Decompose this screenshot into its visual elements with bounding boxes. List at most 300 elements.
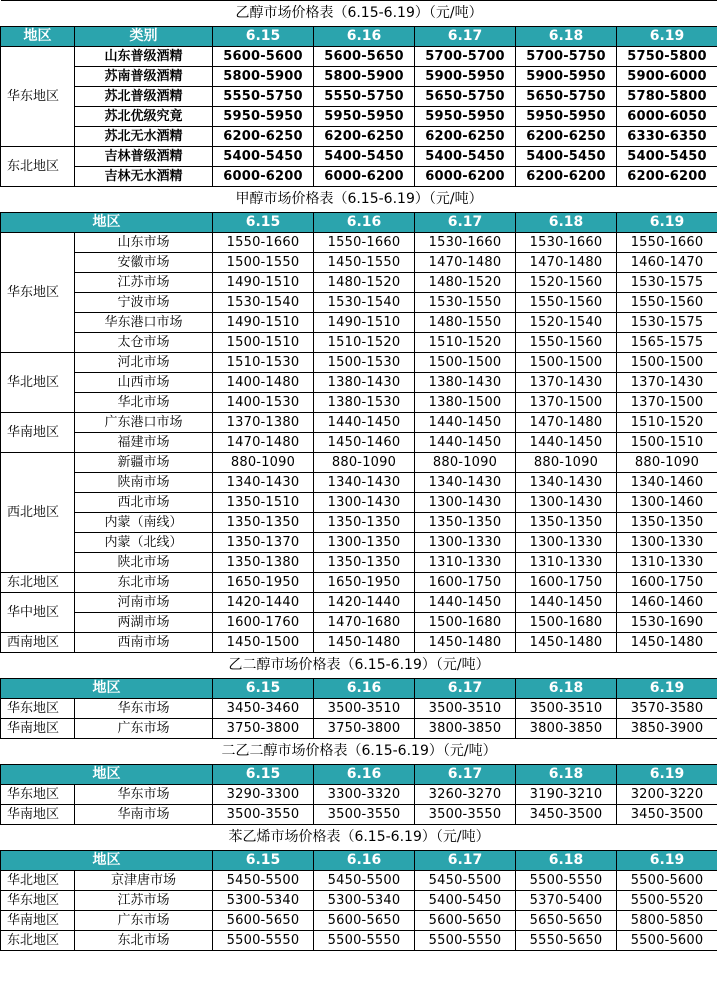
price-cell: 5450-5500 xyxy=(314,871,415,891)
price-cell: 1500-1510 xyxy=(617,433,717,453)
table-row xyxy=(1,453,717,473)
market-name: 山东普级酒精 xyxy=(75,47,213,67)
price-cell: 3450-3500 xyxy=(516,805,617,825)
header-date: 6.18 xyxy=(516,27,617,47)
price-cell: 3850-3900 xyxy=(617,719,717,739)
region-cell: 西南地区 xyxy=(1,633,75,653)
price-cell: 5600-5600 xyxy=(213,47,314,67)
header-date: 6.18 xyxy=(516,765,617,785)
price-cell: 3190-3210 xyxy=(516,785,617,805)
price-cell: 1370-1430 xyxy=(516,373,617,393)
price-cell: 1450-1480 xyxy=(516,633,617,653)
table-row xyxy=(1,373,717,393)
price-cell: 1470-1680 xyxy=(314,613,415,633)
price-cell: 5600-5650 xyxy=(314,911,415,931)
header-date: 6.16 xyxy=(314,679,415,699)
price-cell: 3500-3510 xyxy=(314,699,415,719)
price-cell: 5400-5450 xyxy=(415,147,516,167)
market-name: 苏北优级究竟 xyxy=(75,107,213,127)
table-row xyxy=(1,891,717,911)
table-row xyxy=(1,67,717,87)
market-name: 苏北普级酒精 xyxy=(75,87,213,107)
table-row xyxy=(1,633,717,653)
price-cell: 1370-1430 xyxy=(617,373,717,393)
price-cell: 1650-1950 xyxy=(213,573,314,593)
price-cell: 1530-1540 xyxy=(213,293,314,313)
price-cell: 1510-1520 xyxy=(314,333,415,353)
table-row xyxy=(1,573,717,593)
table-title-row xyxy=(1,187,717,213)
price-cell: 880-1090 xyxy=(415,453,516,473)
price-cell: 1460-1460 xyxy=(617,593,717,613)
header-date: 6.16 xyxy=(314,765,415,785)
price-cell: 5450-5500 xyxy=(213,871,314,891)
price-cell: 1520-1540 xyxy=(516,313,617,333)
price-cell: 1380-1430 xyxy=(314,373,415,393)
price-cell: 1510-1520 xyxy=(415,333,516,353)
table-row xyxy=(1,613,717,633)
market-name: 内蒙（南线） xyxy=(75,513,213,533)
price-cell: 5650-5650 xyxy=(516,911,617,931)
region-cell: 东北地区 xyxy=(1,147,75,187)
price-cell: 5950-5950 xyxy=(516,107,617,127)
price-cell: 5950-5950 xyxy=(314,107,415,127)
price-cell: 3570-3580 xyxy=(617,699,717,719)
price-cell: 880-1090 xyxy=(213,453,314,473)
market-name: 吉林普级酒精 xyxy=(75,147,213,167)
price-cell: 5900-6000 xyxy=(617,67,717,87)
table-row xyxy=(1,513,717,533)
table-title: 二乙二醇市场价格表（6.15-6.19）（元/吨） xyxy=(1,739,717,765)
price-cell: 3800-3850 xyxy=(516,719,617,739)
price-cell: 5300-5340 xyxy=(213,891,314,911)
table-row xyxy=(1,47,717,67)
price-cell: 1565-1575 xyxy=(617,333,717,353)
region-cell: 华南地区 xyxy=(1,413,75,453)
price-cell: 1450-1480 xyxy=(415,633,516,653)
price-cell: 1550-1660 xyxy=(314,233,415,253)
table-row xyxy=(1,433,717,453)
market-name: 陕北市场 xyxy=(75,553,213,573)
price-cell: 1480-1550 xyxy=(415,313,516,333)
price-cell: 1440-1450 xyxy=(415,593,516,613)
price-cell: 1310-1330 xyxy=(516,553,617,573)
price-cell: 1350-1350 xyxy=(314,553,415,573)
header-row xyxy=(1,679,717,699)
market-name: 内蒙（北线） xyxy=(75,533,213,553)
header-date: 6.19 xyxy=(617,851,717,871)
header-date: 6.16 xyxy=(314,213,415,233)
table-row xyxy=(1,553,717,573)
price-cell: 5950-5950 xyxy=(415,107,516,127)
price-cell: 1350-1370 xyxy=(213,533,314,553)
price-cell: 6200-6250 xyxy=(314,127,415,147)
market-name: 山东市场 xyxy=(75,233,213,253)
price-cell: 1480-1520 xyxy=(314,273,415,293)
price-cell: 1350-1380 xyxy=(213,553,314,573)
price-cell: 1400-1530 xyxy=(213,393,314,413)
price-cell: 1500-1530 xyxy=(314,353,415,373)
region-cell: 华南地区 xyxy=(1,805,75,825)
price-cell: 5600-5650 xyxy=(213,911,314,931)
price-cell: 1530-1690 xyxy=(617,613,717,633)
price-cell: 5800-5900 xyxy=(213,67,314,87)
table-row xyxy=(1,931,717,951)
price-cell: 1650-1950 xyxy=(314,573,415,593)
header-region: 地区 xyxy=(1,27,75,47)
price-cell: 1350-1350 xyxy=(213,513,314,533)
price-cell: 1460-1470 xyxy=(617,253,717,273)
price-cell: 1600-1750 xyxy=(415,573,516,593)
price-cell: 1440-1450 xyxy=(415,413,516,433)
price-cell: 5450-5500 xyxy=(415,871,516,891)
header-row xyxy=(1,851,717,871)
price-cell: 3200-3220 xyxy=(617,785,717,805)
table-row xyxy=(1,107,717,127)
market-name: 江苏市场 xyxy=(75,891,213,911)
price-cell: 1350-1350 xyxy=(314,513,415,533)
table-row xyxy=(1,473,717,493)
header-region: 地区 xyxy=(1,765,213,785)
header-date: 6.18 xyxy=(516,851,617,871)
header-date: 6.18 xyxy=(516,213,617,233)
header-date: 6.16 xyxy=(314,851,415,871)
price-cell: 1550-1560 xyxy=(617,293,717,313)
header-region: 地区 xyxy=(1,851,213,871)
market-name: 华北市场 xyxy=(75,393,213,413)
market-name: 华东市场 xyxy=(75,785,213,805)
price-cell: 5900-5950 xyxy=(516,67,617,87)
price-cell: 1440-1450 xyxy=(415,433,516,453)
price-cell: 1450-1480 xyxy=(617,633,717,653)
header-date: 6.19 xyxy=(617,679,717,699)
header-date: 6.17 xyxy=(415,765,516,785)
region-cell: 华北地区 xyxy=(1,871,75,891)
header-date: 6.15 xyxy=(213,851,314,871)
price-cell: 1530-1660 xyxy=(516,233,617,253)
table-row xyxy=(1,167,717,187)
price-cell: 5370-5400 xyxy=(516,891,617,911)
price-cell: 1530-1575 xyxy=(617,313,717,333)
header-row xyxy=(1,27,717,47)
price-cell: 1490-1510 xyxy=(213,273,314,293)
price-cell: 1310-1330 xyxy=(617,553,717,573)
price-cell: 1450-1550 xyxy=(314,253,415,273)
price-cell: 6330-6350 xyxy=(617,127,717,147)
price-cell: 3500-3550 xyxy=(415,805,516,825)
price-cell: 5500-5520 xyxy=(617,891,717,911)
market-name: 广东港口市场 xyxy=(75,413,213,433)
price-cell: 1370-1500 xyxy=(617,393,717,413)
price-cell: 1340-1430 xyxy=(314,473,415,493)
price-cell: 6000-6050 xyxy=(617,107,717,127)
region-cell: 华东地区 xyxy=(1,233,75,353)
market-name: 东北市场 xyxy=(75,931,213,951)
table-title-row xyxy=(1,825,717,851)
price-cell: 1300-1330 xyxy=(617,533,717,553)
market-name: 江苏市场 xyxy=(75,273,213,293)
market-name: 山西市场 xyxy=(75,373,213,393)
price-cell: 1530-1540 xyxy=(314,293,415,313)
table-row xyxy=(1,413,717,433)
price-cell: 5500-5600 xyxy=(617,931,717,951)
table-title: 苯乙烯市场价格表（6.15-6.19）（元/吨） xyxy=(1,825,717,851)
table-row xyxy=(1,871,717,891)
price-cell: 1440-1450 xyxy=(516,593,617,613)
price-cell: 1300-1430 xyxy=(516,493,617,513)
price-cell: 1470-1480 xyxy=(213,433,314,453)
price-cell: 1490-1510 xyxy=(213,313,314,333)
price-cell: 5500-5550 xyxy=(314,931,415,951)
price-cell: 1500-1500 xyxy=(415,353,516,373)
price-cell: 5950-5950 xyxy=(213,107,314,127)
header-date: 6.19 xyxy=(617,765,717,785)
price-cell: 5400-5450 xyxy=(516,147,617,167)
table-title-row xyxy=(1,739,717,765)
price-cell: 6200-6250 xyxy=(213,127,314,147)
price-cell: 6200-6200 xyxy=(617,167,717,187)
price-cell: 1380-1430 xyxy=(415,373,516,393)
table-row xyxy=(1,233,717,253)
header-date: 6.15 xyxy=(213,27,314,47)
price-cell: 1340-1460 xyxy=(617,473,717,493)
market-name: 陕南市场 xyxy=(75,473,213,493)
price-cell: 1350-1350 xyxy=(415,513,516,533)
table-row xyxy=(1,699,717,719)
price-cell: 1370-1500 xyxy=(516,393,617,413)
price-cell: 880-1090 xyxy=(617,453,717,473)
price-cell: 1530-1550 xyxy=(415,293,516,313)
price-cell: 1600-1750 xyxy=(617,573,717,593)
header-category: 类别 xyxy=(75,27,213,47)
price-cell: 1500-1500 xyxy=(617,353,717,373)
price-cell: 1550-1560 xyxy=(516,293,617,313)
header-date: 6.15 xyxy=(213,213,314,233)
header-row xyxy=(1,213,717,233)
price-cell: 3500-3510 xyxy=(415,699,516,719)
market-name: 京津唐市场 xyxy=(75,871,213,891)
price-cell: 5600-5650 xyxy=(415,911,516,931)
market-name: 华东市场 xyxy=(75,699,213,719)
region-cell: 西北地区 xyxy=(1,453,75,573)
price-cell: 3450-3460 xyxy=(213,699,314,719)
price-cell: 1380-1500 xyxy=(415,393,516,413)
price-cell: 880-1090 xyxy=(314,453,415,473)
price-cell: 1300-1460 xyxy=(617,493,717,513)
market-name: 苏北无水酒精 xyxy=(75,127,213,147)
table-row xyxy=(1,785,717,805)
price-cell: 1420-1440 xyxy=(213,593,314,613)
price-cell: 1470-1480 xyxy=(415,253,516,273)
price-cell: 1300-1350 xyxy=(314,533,415,553)
price-cell: 1420-1440 xyxy=(314,593,415,613)
table-title: 乙醇市场价格表（6.15-6.19）（元/吨） xyxy=(1,1,717,27)
price-cell: 6000-6200 xyxy=(314,167,415,187)
price-cell: 1350-1350 xyxy=(516,513,617,533)
market-name: 苏南普级酒精 xyxy=(75,67,213,87)
market-name: 河南市场 xyxy=(75,593,213,613)
table-title-row xyxy=(1,653,717,679)
price-cell: 1600-1760 xyxy=(213,613,314,633)
price-cell: 1520-1560 xyxy=(516,273,617,293)
header-region: 地区 xyxy=(1,679,213,699)
header-date: 6.17 xyxy=(415,213,516,233)
price-cell: 5550-5750 xyxy=(213,87,314,107)
price-cell: 3500-3510 xyxy=(516,699,617,719)
market-name: 广东市场 xyxy=(75,719,213,739)
price-cell: 6200-6250 xyxy=(415,127,516,147)
price-cell: 3290-3300 xyxy=(213,785,314,805)
price-cell: 5500-5550 xyxy=(213,931,314,951)
price-cell: 1350-1510 xyxy=(213,493,314,513)
price-cell: 1440-1450 xyxy=(516,433,617,453)
price-cell: 1300-1430 xyxy=(415,493,516,513)
header-row xyxy=(1,765,717,785)
price-cell: 5700-5700 xyxy=(415,47,516,67)
price-cell: 5800-5850 xyxy=(617,911,717,931)
market-name: 新疆市场 xyxy=(75,453,213,473)
price-cell: 1550-1560 xyxy=(516,333,617,353)
header-date: 6.15 xyxy=(213,765,314,785)
price-cell: 1530-1660 xyxy=(415,233,516,253)
header-date: 6.17 xyxy=(415,679,516,699)
price-cell: 1550-1660 xyxy=(213,233,314,253)
price-cell: 1500-1680 xyxy=(516,613,617,633)
price-cell: 1510-1520 xyxy=(617,413,717,433)
market-name: 安徽市场 xyxy=(75,253,213,273)
market-name: 吉林无水酒精 xyxy=(75,167,213,187)
price-cell: 1500-1510 xyxy=(213,333,314,353)
price-cell: 5300-5340 xyxy=(314,891,415,911)
price-cell: 1310-1330 xyxy=(415,553,516,573)
price-cell: 5400-5450 xyxy=(617,147,717,167)
price-cell: 6200-6250 xyxy=(516,127,617,147)
price-cell: 1470-1480 xyxy=(516,413,617,433)
region-cell: 华北地区 xyxy=(1,353,75,413)
price-cell: 3450-3500 xyxy=(617,805,717,825)
table-title: 乙二醇市场价格表（6.15-6.19）（元/吨） xyxy=(1,653,717,679)
price-cell: 1550-1660 xyxy=(617,233,717,253)
price-cell: 1340-1430 xyxy=(516,473,617,493)
table-row xyxy=(1,533,717,553)
price-cell: 1480-1520 xyxy=(415,273,516,293)
market-name: 广东市场 xyxy=(75,911,213,931)
price-cell: 3260-3270 xyxy=(415,785,516,805)
region-cell: 华东地区 xyxy=(1,891,75,911)
table-title-row xyxy=(1,1,717,27)
header-date: 6.17 xyxy=(415,27,516,47)
price-cell: 5650-5750 xyxy=(516,87,617,107)
market-name: 太仓市场 xyxy=(75,333,213,353)
market-name: 宁波市场 xyxy=(75,293,213,313)
price-cell: 3500-3550 xyxy=(213,805,314,825)
header-region: 地区 xyxy=(1,213,213,233)
price-cell: 3750-3800 xyxy=(314,719,415,739)
price-cell: 5500-5550 xyxy=(415,931,516,951)
price-cell: 5750-5800 xyxy=(617,47,717,67)
region-cell: 华南地区 xyxy=(1,911,75,931)
price-cell: 880-1090 xyxy=(516,453,617,473)
market-name: 华南市场 xyxy=(75,805,213,825)
price-cell: 5400-5450 xyxy=(213,147,314,167)
table-row xyxy=(1,353,717,373)
header-date: 6.15 xyxy=(213,679,314,699)
table-row xyxy=(1,147,717,167)
price-cell: 5650-5750 xyxy=(415,87,516,107)
header-date: 6.17 xyxy=(415,851,516,871)
table-row xyxy=(1,87,717,107)
price-cell: 1440-1450 xyxy=(314,413,415,433)
region-cell: 东北地区 xyxy=(1,573,75,593)
price-cell: 1450-1460 xyxy=(314,433,415,453)
header-date: 6.16 xyxy=(314,27,415,47)
table-row xyxy=(1,719,717,739)
header-date: 6.19 xyxy=(617,213,717,233)
price-cell: 5700-5750 xyxy=(516,47,617,67)
price-cell: 1450-1500 xyxy=(213,633,314,653)
price-cell: 1500-1680 xyxy=(415,613,516,633)
price-cell: 3800-3850 xyxy=(415,719,516,739)
market-name: 河北市场 xyxy=(75,353,213,373)
table-row xyxy=(1,293,717,313)
table-row xyxy=(1,593,717,613)
price-cell: 1400-1480 xyxy=(213,373,314,393)
price-cell: 1530-1575 xyxy=(617,273,717,293)
price-cell: 3750-3800 xyxy=(213,719,314,739)
price-cell: 5800-5900 xyxy=(314,67,415,87)
table-row xyxy=(1,253,717,273)
price-cell: 5900-5950 xyxy=(415,67,516,87)
table-row xyxy=(1,805,717,825)
region-cell: 华中地区 xyxy=(1,593,75,633)
price-cell: 1450-1480 xyxy=(314,633,415,653)
price-cell: 3300-3320 xyxy=(314,785,415,805)
header-date: 6.19 xyxy=(617,27,717,47)
table-row xyxy=(1,273,717,293)
price-cell: 1510-1530 xyxy=(213,353,314,373)
price-cell: 5500-5600 xyxy=(617,871,717,891)
table-row xyxy=(1,393,717,413)
table-row xyxy=(1,333,717,353)
price-cell: 3500-3550 xyxy=(314,805,415,825)
price-cell: 5500-5550 xyxy=(516,871,617,891)
price-cell: 6000-6200 xyxy=(213,167,314,187)
market-name: 西南市场 xyxy=(75,633,213,653)
market-name: 华东港口市场 xyxy=(75,313,213,333)
price-cell: 5400-5450 xyxy=(314,147,415,167)
market-name: 两湖市场 xyxy=(75,613,213,633)
price-cell: 1490-1510 xyxy=(314,313,415,333)
price-cell: 1350-1350 xyxy=(617,513,717,533)
region-cell: 华东地区 xyxy=(1,47,75,147)
price-cell: 1340-1430 xyxy=(213,473,314,493)
price-cell: 5400-5450 xyxy=(415,891,516,911)
price-cell: 5550-5650 xyxy=(516,931,617,951)
price-cell: 1300-1330 xyxy=(415,533,516,553)
price-cell: 1600-1750 xyxy=(516,573,617,593)
price-cell: 1500-1500 xyxy=(516,353,617,373)
region-cell: 华南地区 xyxy=(1,719,75,739)
table-row xyxy=(1,493,717,513)
price-cell: 6200-6200 xyxy=(516,167,617,187)
region-cell: 东北地区 xyxy=(1,931,75,951)
header-date: 6.18 xyxy=(516,679,617,699)
price-cell: 1340-1430 xyxy=(415,473,516,493)
price-cell: 1380-1530 xyxy=(314,393,415,413)
price-cell: 1300-1430 xyxy=(314,493,415,513)
table-row xyxy=(1,911,717,931)
price-cell: 5600-5650 xyxy=(314,47,415,67)
